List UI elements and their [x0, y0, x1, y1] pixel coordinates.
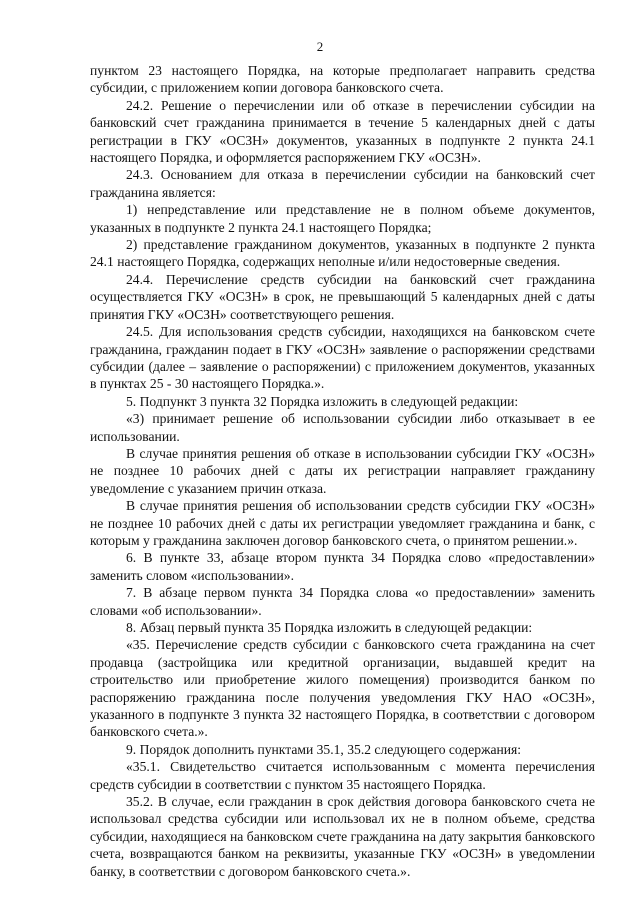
paragraph-item-2: 2) представление гражданином документов, указанных в подпункте 2 пункта 24.1 настоящего Порядка, содержащих неполные и/или недостоверные сведения.	[90, 237, 595, 270]
paragraph-35-2: 35.2. В случае, если гражданин в срок действия договора банковского счета не использовал средства субсидии или использовал их не в полном объеме, средства субсидии, находящиеся на банковском счете гражданина на дату закрытия банковского счета, возвращаются банком на реквизиты, указанные ГКУ «ОСЗН» в уведомлении банку, в соответствии с договором банковского счета.».	[90, 794, 595, 879]
paragraph-24-4: 24.4. Перечисление средств субсидии на банковский счет гражданина осуществляется ГКУ «ОСЗН» в срок, не превышающий 5 календарных дней с даты принятия ГКУ «ОСЗН» соответствующего решения.	[90, 271, 595, 322]
paragraph-continuation: пунктом 23 настоящего Порядка, на которые предполагает направить средства субсидии, с приложением копии договора банковского счета.	[90, 63, 595, 96]
paragraph-item-1: 1) непредставление или представление не в полном объеме документов, указанных в подпункте 2 пункта 24.1 настоящего Порядка;	[90, 202, 595, 235]
paragraph-24-2: 24.2. Решение о перечислении или об отказе в перечислении субсидии на банковский счет гражданина принимается в течение 5 календарных дней с даты регистрации в ГКУ «ОСЗН» документов, указанных в подпункте 2 пункта 24.1 настоящего Порядка, и оформляется распоряжением ГКУ «ОСЗН».	[90, 97, 595, 166]
paragraph-5: 5. Подпункт 3 пункта 32 Порядка изложить в следующей редакции:	[126, 393, 519, 409]
paragraph-sub-3: «3) принимает решение об использовании субсидии либо отказывает в ее использовании.	[90, 411, 595, 444]
paragraph-refusal: В случае принятия решения об отказе в использовании субсидии ГКУ «ОСЗН» не позднее 10 рабочих дней с даты их регистрации направляет гражданину уведомление с указанием причин отказа.	[90, 445, 595, 496]
paragraph-35: «35. Перечисление средств субсидии с банковского счета гражданина на счет продавца (застройщика или кредитной организации, выдавшей кредит на строительство или приобретение жилого помещения) производится банком по распоряжению гражданина после получения уведомления ГКУ НАО «ОСЗН», указанного в подпункте 3 пункта 32 настоящего Порядка, в соответствии с договором банковского счета.».	[90, 637, 595, 740]
paragraph-35-1: «35.1. Свидетельство считается использованным с момента перечисления средств субсидии в соответствии с пунктом 35 настоящего Порядка.	[90, 759, 595, 792]
paragraph-6: 6. В пункте 33, абзаце втором пункта 34 Порядка слово «предоставлении» заменить словом «использовании».	[90, 550, 595, 583]
paragraph-24-5: 24.5. Для использования средств субсидии, находящихся на банковском счете гражданина, гражданин подает в ГКУ «ОСЗН» заявление о распоряжении средствами субсидии (далее – заявление о распоряжении) с приложением документов, указанных в пунктах 25 - 30 настоящего Порядка.».	[90, 324, 595, 392]
paragraph-8: 8. Абзац первый пункта 35 Порядка изложить в следующей редакции:	[126, 620, 533, 635]
paragraph-24-3: 24.3. Основанием для отказа в перечислении субсидии на банковский счет гражданина является:	[90, 167, 595, 200]
paragraph-7: 7. В абзаце первом пункта 34 Порядка слова «о предоставлении» заменить словами «об использовании».	[90, 585, 595, 618]
paragraph-9: 9. Порядок дополнить пунктами 35.1, 35.2 следующего содержания:	[126, 741, 522, 757]
document-body	[90, 62, 595, 880]
paragraph-approval: В случае принятия решения об использовании средств субсидии ГКУ «ОСЗН» не позднее 10 рабочих дней с даты их регистрации уведомляет гражданина и банк, с которым у гражданина заключен договор банковского счета, о принятом решении.».	[90, 498, 595, 548]
page-number: 2	[316, 39, 324, 54]
